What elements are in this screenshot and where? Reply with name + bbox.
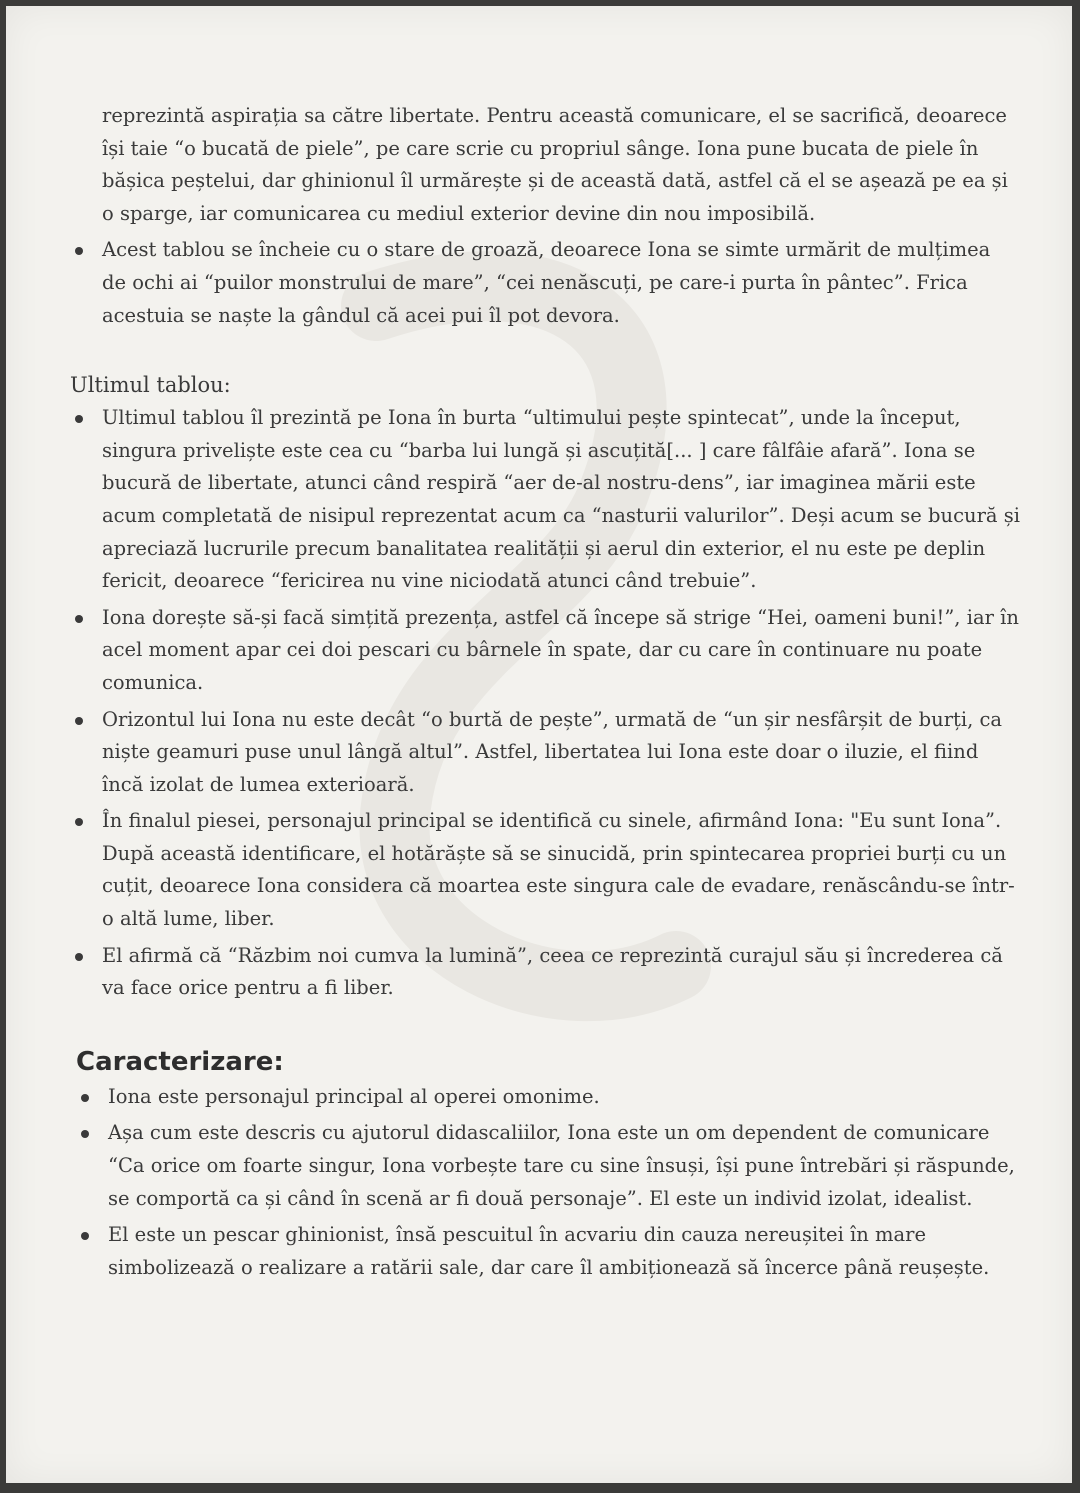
bullet-dot bbox=[75, 415, 83, 423]
list-item: Acest tablou se încheie cu o stare de groază, deoarece Iona se simte urmărit de mulțimea de ochi ai “puilor monstrului de mare”, “cei nenăscuți, pe care-i purta în pântec”. Frica acestuia se naște la gândul că acei pui îl pot devora. bbox=[70, 234, 1020, 332]
intro-bullet-list bbox=[70, 234, 1020, 332]
list-item: El afirmă că “Răzbim noi cumva la lumină”, ceea ce reprezintă curajul său și încrederea că va face orice pentru a fi liber. bbox=[70, 940, 1020, 1005]
bullet-dot bbox=[75, 247, 83, 255]
document-body bbox=[70, 100, 1020, 1288]
bullet-dot bbox=[75, 953, 83, 961]
characterization-bullet-list bbox=[76, 1081, 1020, 1285]
section-label-last-tableau: Ultimul tablou: bbox=[70, 373, 231, 398]
list-item: Așa cum este descris cu ajutorul didascaliilor, Iona este un om dependent de comunicare “Ca orice om foarte singur, Iona vorbește tare cu sine însuși, își pune întrebări și răspunde, se comportă ca și când în scenă ar fi două personaje”. El este un individ izolat, idealist. bbox=[76, 1117, 1020, 1215]
section-heading-characterization: Caracterizare: bbox=[76, 1046, 284, 1077]
list-item: Iona dorește să-și facă simțită prezența, astfel că începe să strige “Hei, oameni buni!”, iar în acel moment apar cei doi pescari cu bârnele în spate, dar cu care în continuare nu poate comunica. bbox=[70, 602, 1020, 700]
last-tableau-bullet-list bbox=[70, 402, 1020, 1005]
bullet-dot bbox=[75, 818, 83, 826]
list-item: Ultimul tablou îl prezintă pe Iona în burta “ultimului pește spintecat”, unde la început, singura priveliște este cea cu “barba lui lungă și ascuțită[... ] care fâlfâie afară”. Iona se bucură de libertate, atunci când respiră “aer de-al nostru-dens”, iar imaginea mării este acum completată de nisipul reprezentat acum ca “nasturii valurilor”. Deși acum se bucură și apreciază lucrurile precum banalitatea realității și aerul din exterior, el nu este pe deplin fericit, deoarece “fericirea nu vine niciodată atunci când trebuie”. bbox=[70, 402, 1020, 598]
list-item: Iona este personajul principal al operei omonime. bbox=[76, 1081, 1020, 1114]
bullet-dot bbox=[75, 717, 83, 725]
bullet-dot bbox=[75, 615, 83, 623]
list-item: În finalul piesei, personajul principal se identifică cu sinele, afirmând Iona: "Eu sunt Iona”. După această identificare, el hotărăște să se sinucidă, prin spintecarea propriei burți cu un cuțit, deoarece Iona considera că moartea este singura cale de evadare, renăscându-se într-o altă lume, liber. bbox=[70, 805, 1020, 935]
list-item: Orizontul lui Iona nu este decât “o burtă de pește”, urmată de “un șir nesfârșit de burți, ca niște geamuri puse unul lângă altul”. Astfel, libertatea lui Iona este doar o iluzie, el fiind încă izolat de lumea exterioară. bbox=[70, 704, 1020, 802]
paper-sheet bbox=[6, 6, 1072, 1483]
list-item: El este un pescar ghinionist, însă pescuitul în acvariu din cauza nereușitei în mare simbolizează o realizare a ratării sale, dar care îl ambiționează să încerce până reușește. bbox=[76, 1219, 1020, 1284]
bullet-dot bbox=[81, 1130, 89, 1138]
bullet-dot bbox=[81, 1232, 89, 1240]
intro-paragraph: reprezintă aspirația sa către libertate. Pentru această comunicare, el se sacrifică, deoarece își taie “o bucată de piele”, pe care scrie cu propriul sânge. Iona pune bucata de piele în bășica peștelui, dar ghinionul îl urmărește și de această dată, astfel că el se așează pe ea și o sparge, iar comunicarea cu mediul exterior devine din nou imposibilă. bbox=[102, 104, 1008, 225]
bullet-dot bbox=[81, 1094, 89, 1102]
